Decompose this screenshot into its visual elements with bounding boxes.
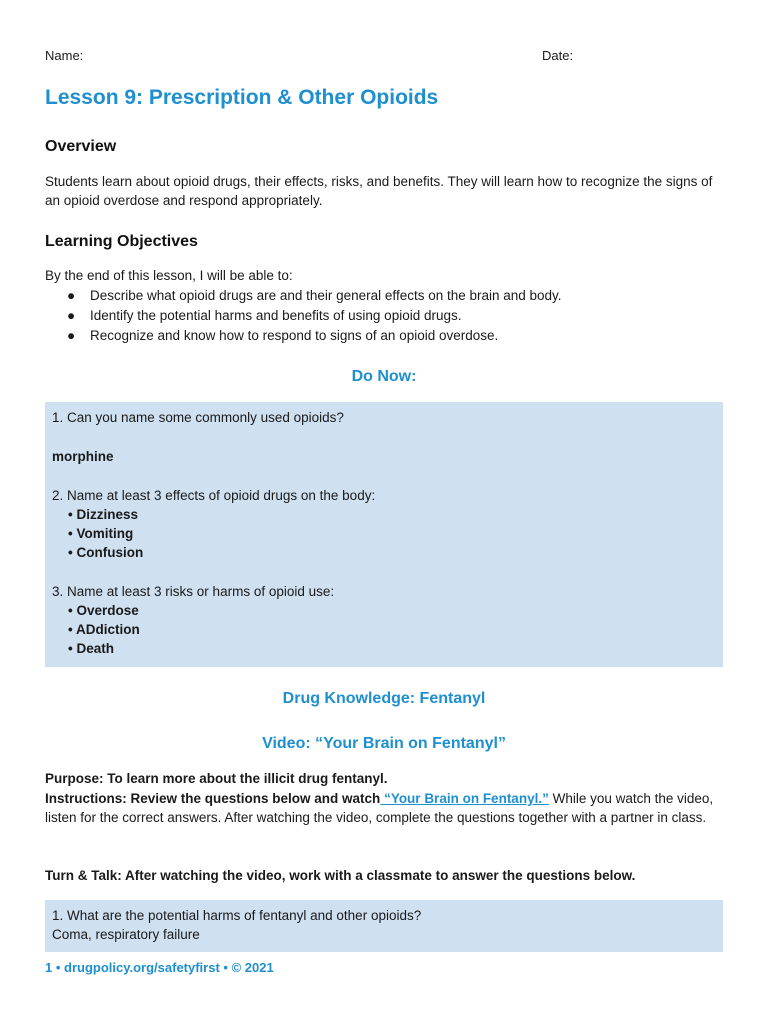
list-item: ● Describe what opioid drugs are and their general effects on the brain and body.	[67, 288, 562, 303]
answer-item: • Vomiting	[68, 526, 134, 541]
do-now-question-3: 3. Name at least 3 risks or harms of opioid use:	[52, 584, 335, 599]
page-title: Lesson 9: Prescription & Other Opioids	[45, 86, 439, 109]
instructions-text	[45, 789, 725, 827]
footer: 1 • drugpolicy.org/safetyfirst • © 2021	[45, 960, 274, 975]
video-heading: Video: “Your Brain on Fentanyl”	[262, 735, 506, 752]
purpose-text: Purpose: To learn more about the illicit drug fentanyl.	[45, 771, 388, 786]
objectives-heading: Learning Objectives	[45, 233, 198, 250]
do-now-question-1: 1. Can you name some commonly used opioids?	[52, 410, 344, 425]
answer-item: • Confusion	[68, 545, 144, 560]
answer-item: • Death	[68, 641, 114, 656]
objectives-list	[45, 286, 562, 346]
instructions-rest: While you watch the video, listen for the correct answers. After watching the video, complete the questions together with a partner in class.	[45, 791, 714, 825]
objectives-intro: By the end of this lesson, I will be able to:	[45, 268, 293, 283]
name-label: Name:	[45, 48, 84, 63]
video-link[interactable]: “Your Brain on Fentanyl.”	[380, 791, 549, 806]
overview-text: Students learn about opioid drugs, their effects, risks, and benefits. They will learn how to recognize the signs of an opioid overdose and respond appropriately.	[45, 174, 713, 208]
turn-talk-text: Turn & Talk: After watching the video, work with a classmate to answer the questions below.	[45, 868, 636, 883]
do-now-answer-1: morphine	[52, 449, 114, 464]
answer-item: • ADdiction	[68, 622, 140, 637]
list-item: ● Recognize and know how to respond to signs of an opioid overdose.	[67, 328, 499, 343]
overview-heading: Overview	[45, 138, 117, 155]
question-box	[45, 900, 723, 952]
instructions-lead: Instructions: Review the questions below and watch	[45, 791, 381, 806]
do-now-question-2: 2. Name at least 3 effects of opioid drugs on the body:	[52, 488, 376, 503]
list-item: ● Identify the potential harms and benefits of using opioid drugs.	[67, 308, 462, 323]
question-1: 1. What are the potential harms of fentanyl and other opioids?	[52, 908, 422, 923]
date-label: Date:	[542, 48, 574, 63]
bullet-icon: ●	[67, 308, 76, 323]
drug-knowledge-heading: Drug Knowledge: Fentanyl	[282, 690, 486, 707]
bullet-icon: ●	[67, 288, 76, 303]
do-now-heading: Do Now:	[351, 368, 417, 385]
do-now-box	[45, 402, 723, 667]
answer-item: • Dizziness	[68, 507, 138, 522]
bullet-icon: ●	[67, 328, 76, 343]
answer-1: Coma, respiratory failure	[52, 927, 200, 942]
answer-item: • Overdose	[68, 603, 139, 618]
